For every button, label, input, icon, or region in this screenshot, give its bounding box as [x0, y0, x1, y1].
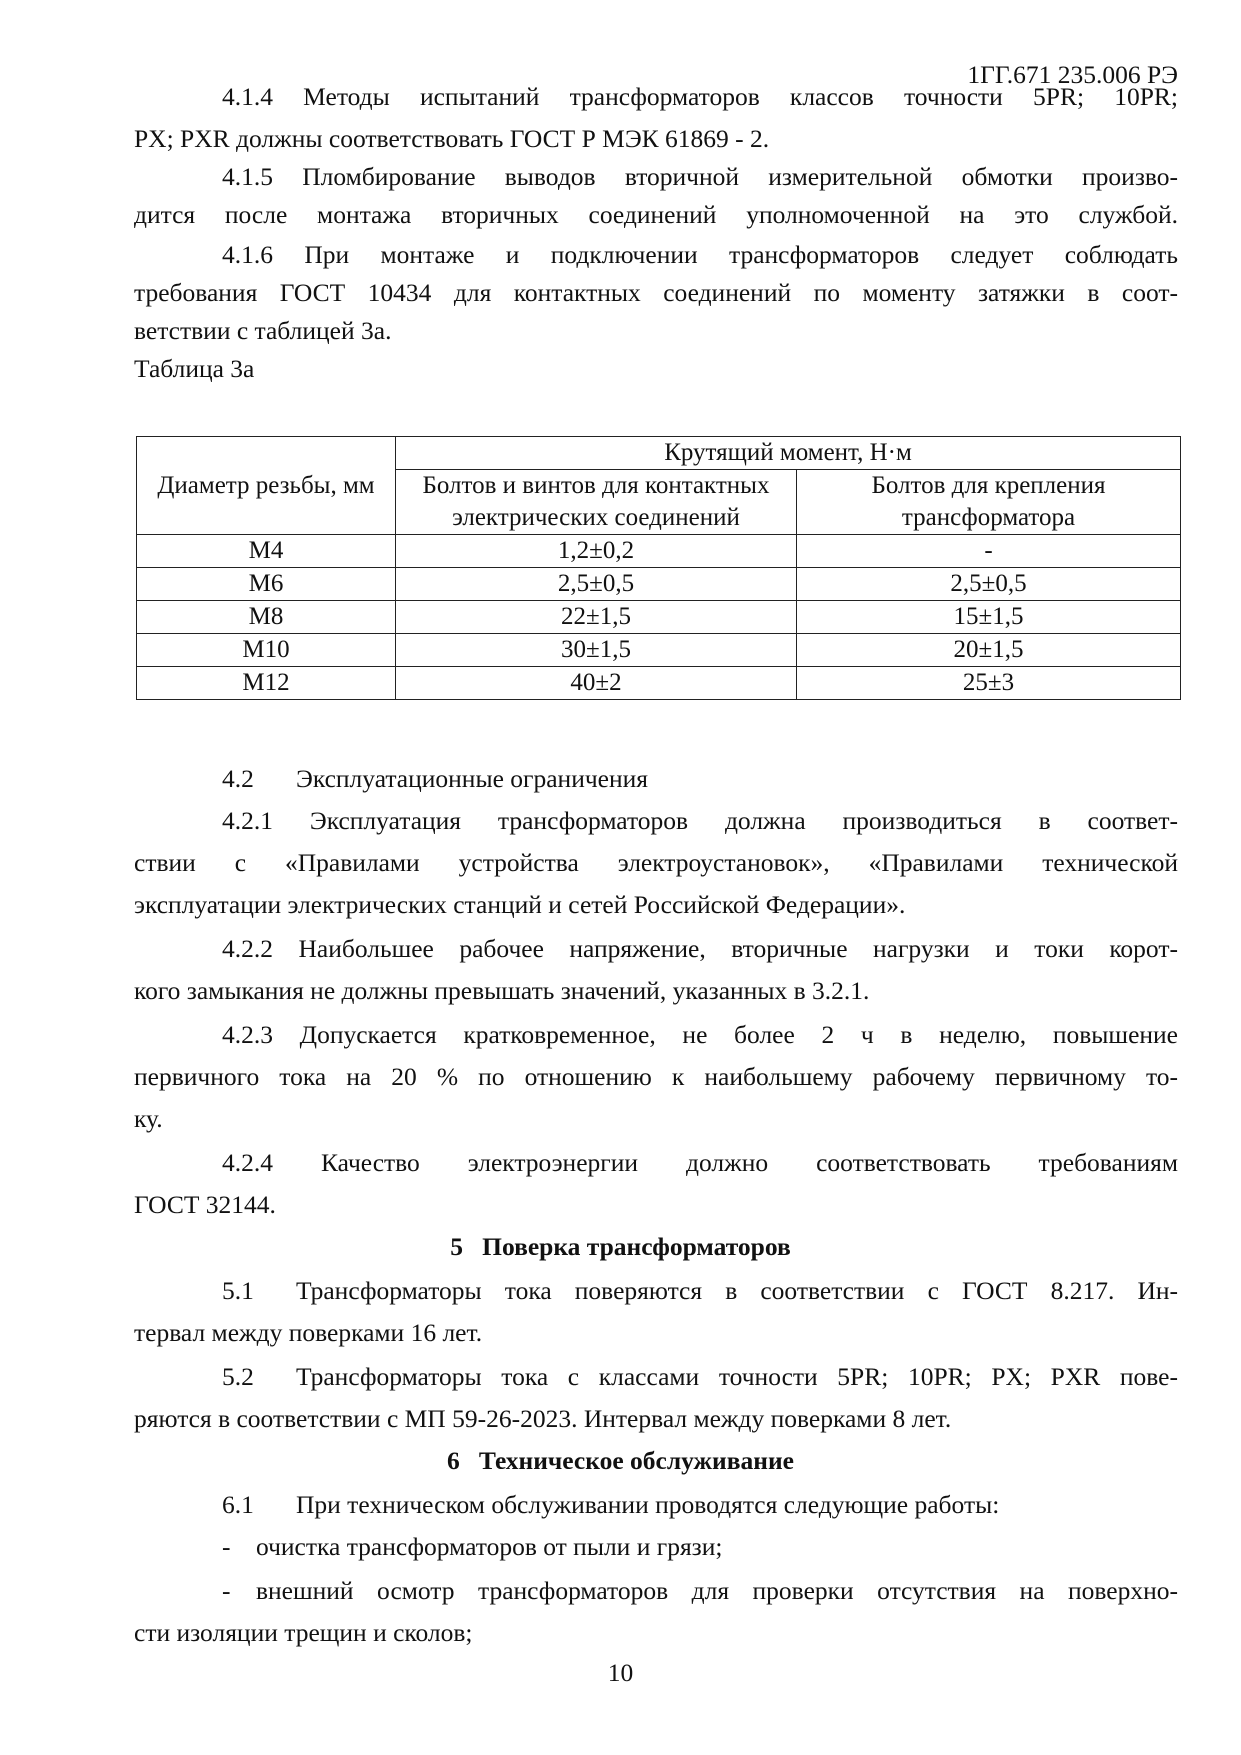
- header-diameter: Диаметр резьбы, мм: [137, 437, 396, 535]
- paragraph-4-2-1-line3: эксплуатации электрических станций и сетей Российской Федерации».: [134, 890, 906, 919]
- paragraph-6-1-number: 6.1: [222, 1490, 254, 1519]
- bullet-dash: -: [222, 1532, 231, 1561]
- paragraph-4-2-4-line1: 4.2.4 Качество электроэнергии должно соответствовать требованиям: [222, 1148, 1178, 1177]
- paragraph-4-2-3-line2: первичного тока на 20 % по отношению к наибольшему рабочему первичному то-: [134, 1062, 1178, 1091]
- section-6-heading: 6 Техническое обслуживание: [447, 1446, 794, 1475]
- page-number: 10: [607, 1658, 634, 1687]
- paragraph-5-1-line2: тервал между поверками 16 лет.: [134, 1318, 483, 1347]
- header-mount-bolts: Болтов для крепления трансформатора: [797, 470, 1181, 535]
- paragraph-4-2-3-line1: 4.2.3 Допускается кратковременное, не более 2 ч в неделю, повышение: [222, 1020, 1178, 1049]
- paragraph-5-2-number: 5.2: [222, 1362, 254, 1391]
- paragraph-4-1-6-line3: ветствии с таблицей 3а.: [134, 316, 392, 345]
- bullet-dash: -: [222, 1576, 231, 1605]
- table-row: М12 40±2 25±3: [137, 667, 1181, 700]
- paragraph-4-1-5-line1: 4.1.5 Пломбирование выводов вторичной измерительной обмотки произво-: [222, 162, 1178, 191]
- section-4-2-title: Эксплуатационные ограничения: [296, 764, 649, 793]
- bullet-item-cleaning: очистка трансформаторов от пыли и грязи;: [256, 1532, 723, 1561]
- paragraph-4-2-2-line2: кого замыкания не должны превышать значений, указанных в 3.2.1.: [134, 976, 870, 1005]
- paragraph-4-1-4-line1: 4.1.4 Методы испытаний трансформаторов классов точности 5PR; 10PR;: [222, 82, 1178, 111]
- header-torque-group: Крутящий момент, Н·м: [396, 437, 1181, 470]
- paragraph-4-1-6-line1: 4.1.6 При монтаже и подключении трансформаторов следует соблюдать: [222, 240, 1178, 269]
- table-caption: Таблица 3а: [134, 354, 255, 383]
- paragraph-4-1-5-line2: дится после монтажа вторичных соединений уполномоченной на это службой.: [134, 200, 1178, 229]
- table-row: М6 2,5±0,5 2,5±0,5: [137, 568, 1181, 601]
- paragraph-4-2-1-line2: ствии с «Правилами устройства электроустановок», «Правилами технической: [134, 848, 1178, 877]
- paragraph-5-2-line1: Трансформаторы тока с классами точности 5PR; 10PR; PX; PXR пове-: [296, 1362, 1178, 1391]
- paragraph-5-2-line2: ряются в соответствии с МП 59-26-2023. Интервал между поверками 8 лет.: [134, 1404, 952, 1433]
- paragraph-4-2-2-line1: 4.2.2 Наибольшее рабочее напряжение, вторичные нагрузки и токи корот-: [222, 934, 1178, 963]
- section-4-2-number: 4.2: [222, 764, 254, 793]
- table-row: М4 1,2±0,2 -: [137, 535, 1181, 568]
- paragraph-5-1-line1: Трансформаторы тока поверяются в соответствии с ГОСТ 8.217. Ин-: [296, 1276, 1178, 1305]
- table-row: М8 22±1,5 15±1,5: [137, 601, 1181, 634]
- paragraph-4-1-6-line2: требования ГОСТ 10434 для контактных соединений по моменту затяжки в соот-: [134, 278, 1178, 307]
- header-contact-bolts: Болтов и винтов для контактных электрических соединений: [396, 470, 797, 535]
- bullet-item-inspection-line2: сти изоляции трещин и сколов;: [134, 1618, 473, 1647]
- paragraph-4-2-1-line1: 4.2.1 Эксплуатация трансформаторов должна производиться в соответ-: [222, 806, 1178, 835]
- paragraph-4-1-4-line2: PX; PXR должны соответствовать ГОСТ Р МЭК 61869 - 2.: [134, 124, 770, 153]
- section-5-heading: 5 Поверка трансформаторов: [450, 1232, 791, 1261]
- paragraph-6-1-text: При техническом обслуживании проводятся следующие работы:: [296, 1490, 1000, 1519]
- paragraph-5-1-number: 5.1: [222, 1276, 254, 1305]
- paragraph-4-2-3-line3: ку.: [134, 1104, 163, 1133]
- bullet-item-inspection-line1: внешний осмотр трансформаторов для проверки отсутствия на поверхно-: [256, 1576, 1178, 1605]
- document-code: 1ГГ.671 235.006 РЭ: [967, 60, 1178, 89]
- table-row: М10 30±1,5 20±1,5: [137, 634, 1181, 667]
- torque-table: [136, 436, 1181, 700]
- paragraph-4-2-4-line2: ГОСТ 32144.: [134, 1190, 276, 1219]
